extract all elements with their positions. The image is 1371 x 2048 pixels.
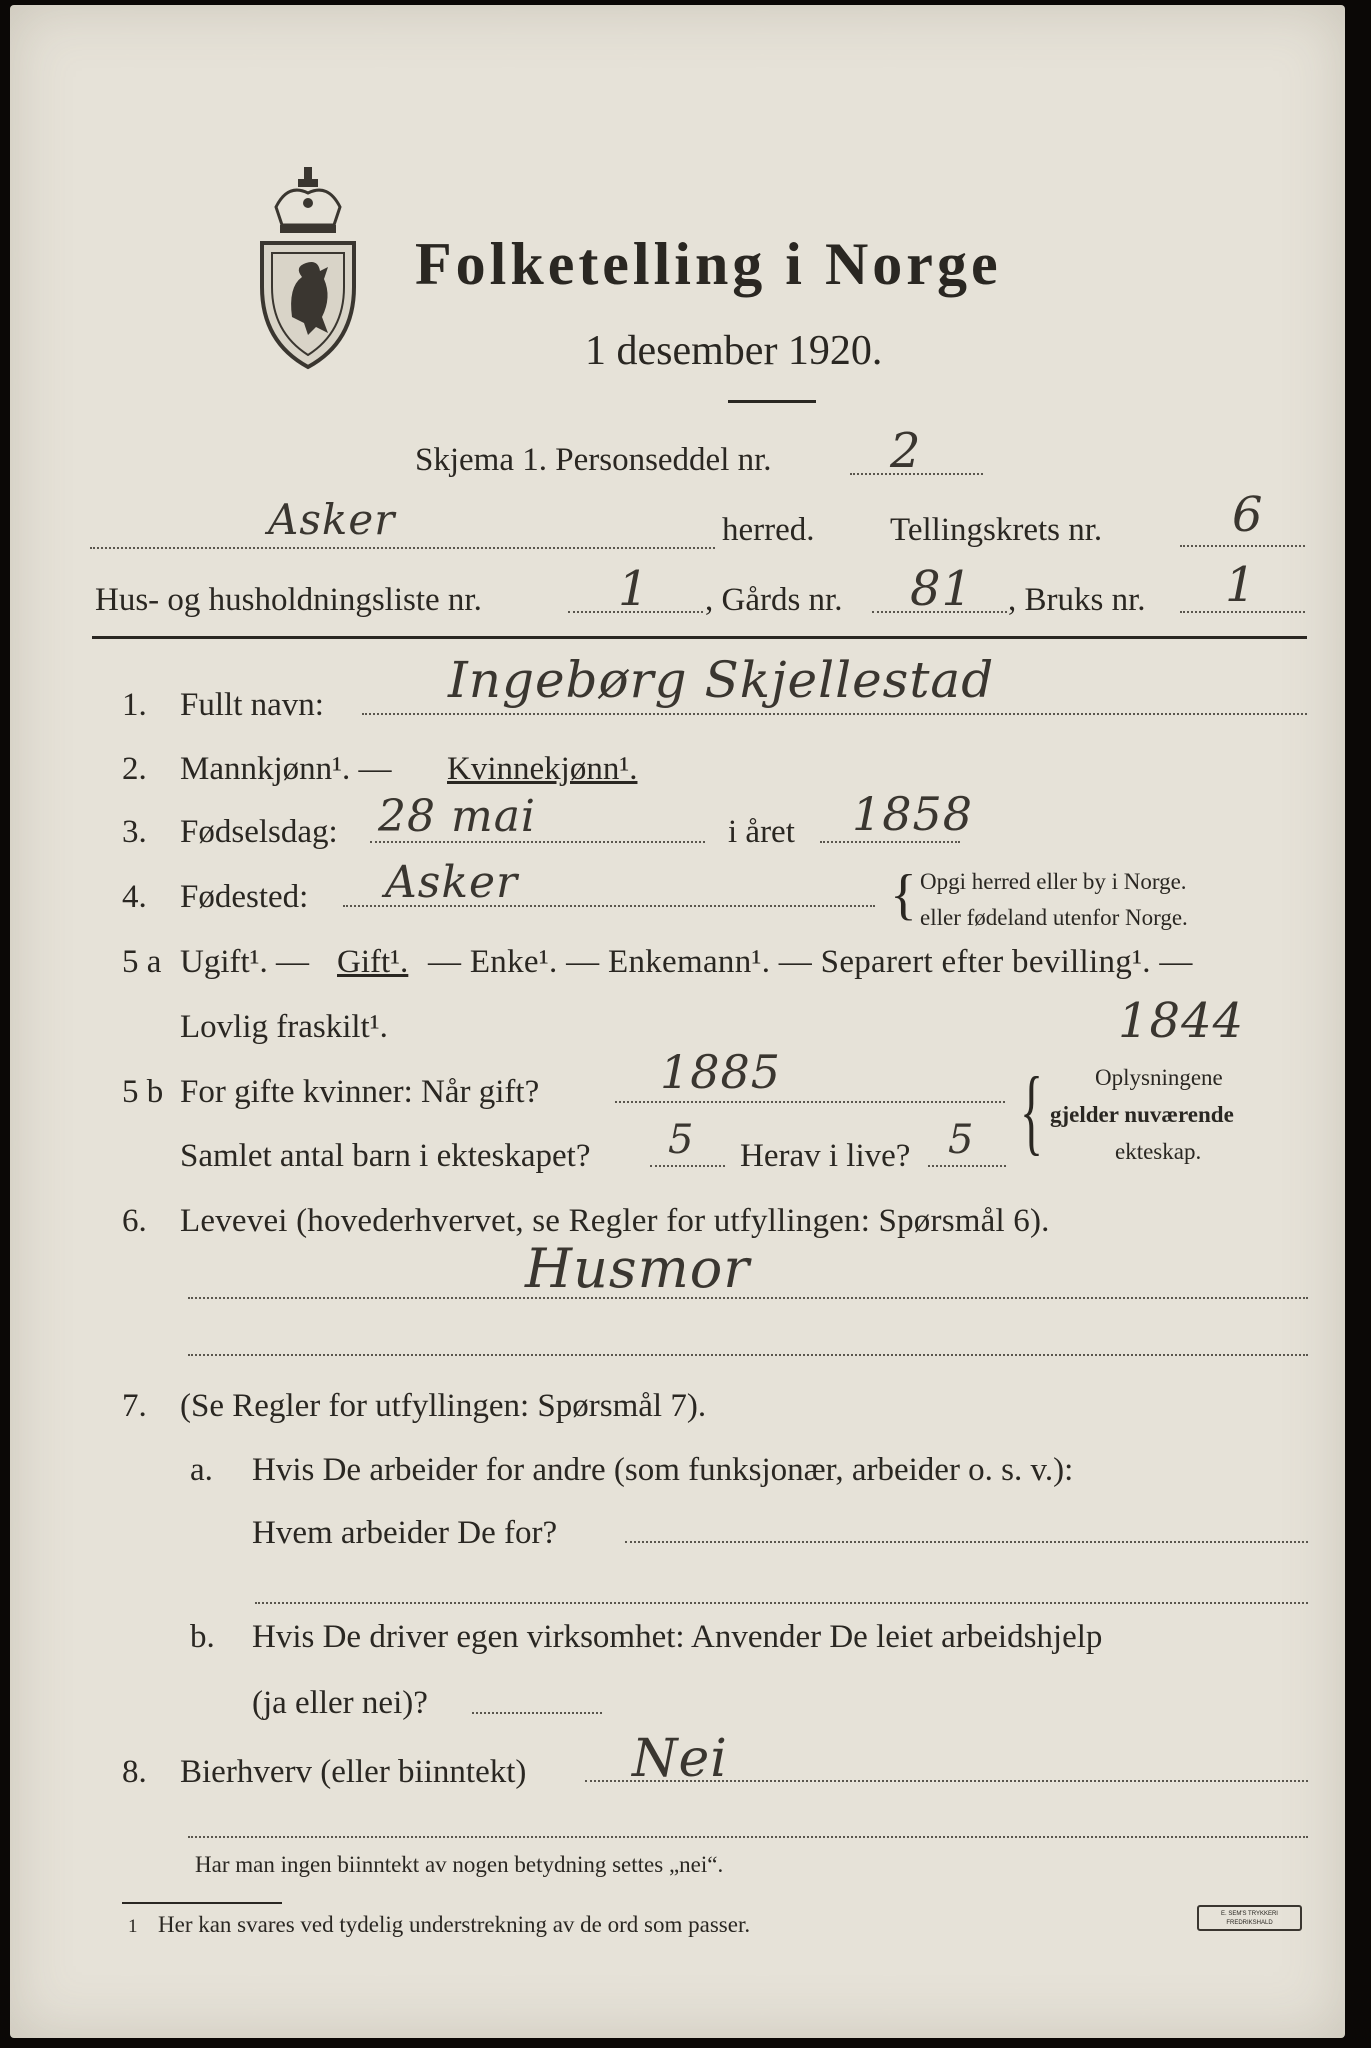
q5b-label: For gifte kvinner: Når gift?	[180, 1074, 540, 1110]
census-form	[10, 5, 1345, 2038]
hus-label: Hus- og husholdningsliste nr.	[95, 582, 482, 618]
printer-stamp-text: E. SEM'S TRYKKERI FREDRIKSHALD	[1221, 1911, 1278, 1926]
q5b-note-line1: Oplysningene	[1095, 1065, 1223, 1090]
full-name-value[interactable]: Ingebørg Skjellestad	[448, 651, 995, 709]
tellingskrets-value[interactable]: 6	[1232, 487, 1264, 543]
hus-value[interactable]: 1	[618, 561, 650, 617]
q7b-letter: b.	[190, 1619, 215, 1655]
schema-label: Skjema 1. Personseddel nr.	[415, 442, 772, 478]
side-income-value[interactable]: Nei	[632, 1729, 728, 1789]
footer-note: Har man ingen biinntekt av nogen betydning settes „nei“.	[195, 1852, 724, 1877]
q7a-line1	[625, 1541, 1308, 1543]
schema-value[interactable]: 2	[890, 423, 922, 479]
q7a-letter: a.	[190, 1452, 213, 1488]
q5a-number: 5 a	[122, 944, 162, 980]
bruks-value[interactable]: 1	[1225, 557, 1257, 613]
q3-year-line	[820, 841, 960, 843]
q2-number: 2.	[122, 751, 147, 787]
q2-female-option[interactable]: Kvinnekjønn¹.	[447, 751, 638, 787]
q5a-margin-value: 1844	[1118, 993, 1245, 1049]
q7-number: 7.	[122, 1388, 147, 1424]
q4-note-line2: eller fødeland utenfor Norge.	[920, 905, 1188, 930]
form-title: Folketelling i Norge	[415, 231, 1002, 297]
q7a-label2: Hvem arbeider De for?	[252, 1515, 558, 1551]
q5a-unmarried-option[interactable]: Ugift¹. —	[180, 944, 310, 980]
q1-label: Fullt navn:	[180, 687, 324, 723]
q4-note-line1: Opgi herred eller by i Norge.	[920, 869, 1187, 894]
footnote-text: Her kan svares ved tydelig understrekning av de ord som passer.	[158, 1912, 751, 1937]
q7-label: (Se Regler for utfyllingen: Spørsmål 7).	[180, 1388, 707, 1424]
herred-value[interactable]: Asker	[268, 495, 396, 544]
q7b-label2: (ja eller nei)?	[252, 1685, 428, 1721]
birthday-value[interactable]: 28 mai	[378, 791, 537, 842]
q6-line2	[188, 1354, 1308, 1356]
q7a-line2	[255, 1602, 1308, 1604]
gards-value[interactable]: 81	[910, 561, 974, 617]
q7b-label: Hvis De driver egen virksomhet: Anvender De leiet arbeidshjelp	[252, 1619, 1103, 1655]
q5b-number: 5 b	[122, 1074, 164, 1110]
q8-label: Bierhverv (eller biinntekt)	[180, 1754, 527, 1790]
children-count-value[interactable]: 5	[668, 1117, 695, 1163]
q5b-line	[615, 1101, 1005, 1103]
q4-label: Fødested:	[180, 879, 309, 915]
q5b-brace: {	[1020, 1057, 1044, 1164]
occupation-value[interactable]: Husmor	[525, 1237, 751, 1300]
bruks-label: , Bruks nr.	[1008, 582, 1146, 618]
q6-label: Levevei (hovederhvervet, se Regler for utfyllingen: Spørsmål 6).	[180, 1203, 1050, 1239]
q1-number: 1.	[122, 687, 147, 723]
q3-number: 3.	[122, 814, 147, 850]
q8-number: 8.	[122, 1754, 147, 1790]
title-rule	[728, 400, 816, 403]
q5a-divorced-option[interactable]: Lovlig fraskilt¹.	[180, 1009, 388, 1045]
q2-male-option[interactable]: Mannkjønn¹. —	[180, 751, 392, 787]
tellingskrets-label: Tellingskrets nr.	[890, 512, 1103, 548]
q3-year-label: i året	[728, 814, 795, 850]
header-rule	[92, 636, 1307, 639]
herred-label: herred.	[722, 512, 815, 548]
birthplace-value[interactable]: Asker	[385, 857, 519, 908]
q5b-living-line	[928, 1165, 1006, 1167]
q5a-married-option[interactable]: Gift¹.	[337, 944, 409, 980]
q5a-other-options[interactable]: — Enke¹. — Enkemann¹. — Separert efter bevilling¹. —	[428, 944, 1193, 980]
gards-label: , Gårds nr.	[705, 582, 843, 618]
q7b-line	[472, 1712, 602, 1714]
q6-number: 6.	[122, 1203, 147, 1239]
marriage-year-value[interactable]: 1885	[660, 1045, 782, 1099]
tellingskrets-line	[1180, 545, 1305, 547]
q5b-note-line3: ekteskap.	[1115, 1139, 1202, 1164]
q5b-children-label: Samlet antal barn i ekteskapet?	[180, 1138, 591, 1174]
living-count-value[interactable]: 5	[948, 1117, 975, 1163]
herred-line	[90, 547, 715, 549]
birth-year-value[interactable]: 1858	[852, 787, 974, 841]
q5b-children-line	[650, 1165, 725, 1167]
q7a-label: Hvis De arbeider for andre (som funksjonær, arbeider o. s. v.):	[252, 1452, 1074, 1488]
census-date: 1 desember 1920.	[585, 328, 883, 374]
q5b-living-label: Herav i live?	[740, 1138, 911, 1174]
footnote-marker: 1	[128, 1916, 138, 1937]
q4-brace: {	[890, 864, 917, 926]
q1-line	[362, 713, 1307, 715]
printer-stamp	[1197, 1905, 1302, 1931]
q4-number: 4.	[122, 879, 147, 915]
q8-line2	[188, 1836, 1308, 1838]
q3-label: Fødselsdag:	[180, 814, 338, 850]
footnote-rule	[122, 1902, 282, 1904]
q5b-note-line2: gjelder nuværende	[1050, 1102, 1234, 1127]
coat-of-arms-icon	[258, 167, 358, 372]
